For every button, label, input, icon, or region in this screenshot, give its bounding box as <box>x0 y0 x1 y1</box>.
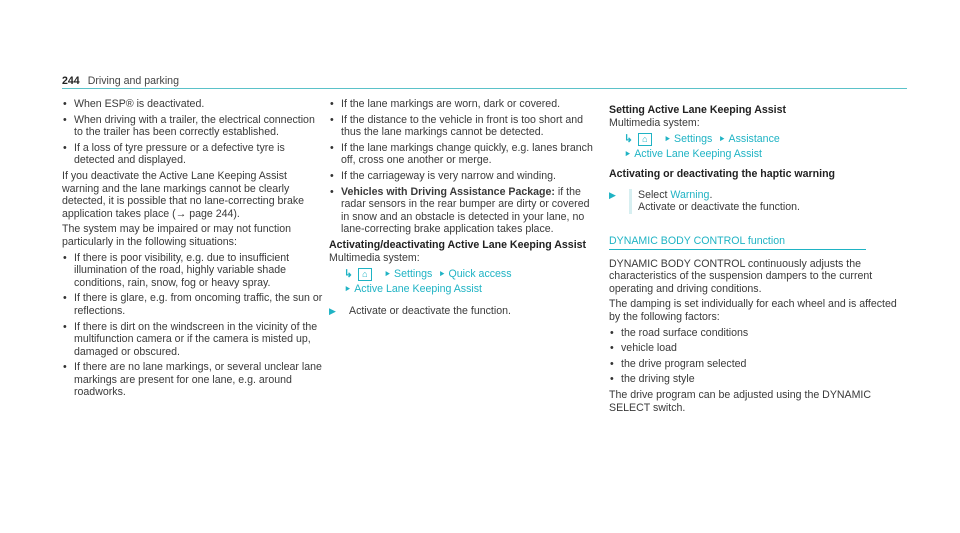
column-1 <box>62 98 324 402</box>
action-step <box>609 189 904 214</box>
multimedia-label: Multimedia system: <box>329 251 420 264</box>
path-settings: Settings <box>394 268 433 281</box>
select-line: Select Warning. <box>638 188 713 201</box>
column-3 <box>609 104 904 417</box>
list-item: • If the distance to the vehicle in front is too short and thus the lane markings cannot be detected. <box>329 114 595 139</box>
chevron-right-icon: ⯈ <box>383 269 392 280</box>
action-block <box>629 189 800 214</box>
package-label: Vehicles with Driving Assistance Package: <box>341 185 555 198</box>
path-active-lane-keeping-assist: Active Lane Keeping Assist <box>354 283 482 296</box>
chevron-right-icon: ⯈ <box>663 134 672 145</box>
bullet-list-b <box>62 252 324 400</box>
chevron-right-icon: ⯈ <box>344 284 352 295</box>
list-item: • If there are no lane markings, or several unclear lane markings are present for one lane, e.g. around roadworks. <box>62 361 324 399</box>
action-step <box>329 305 595 318</box>
path-active-lane-keeping-assist: Active Lane Keeping Assist <box>634 148 762 161</box>
package-text: if the radar sensors in the rear bumper are dirty or covered in snow and an obstacle is detected in your lane, no lane-correcting brake application takes place. <box>341 185 590 236</box>
paragraph: DYNAMIC BODY CONTROL continuously adjusts the characteristics of the suspension dampers to the current operating and driving conditions. <box>609 257 873 295</box>
path-arrow-icon: ↳ <box>624 133 633 146</box>
list-item: • the road surface conditions <box>609 327 904 340</box>
list-item: • If the carriageway is very narrow and winding. <box>329 170 595 183</box>
list-item: • If a loss of tyre pressure or a defective tyre is detected and displayed. <box>62 142 324 167</box>
path-quick-access: Quick access <box>448 268 512 281</box>
list-item: • If the lane markings change quickly, e.g. lanes branch off, cross one another or merge. <box>329 142 595 167</box>
paragraph: If you deactivate the Active Lane Keeping Assist warning and the lane markings cannot be clearly detected, it is possible that no lane-correcting brake application takes place (→ page 244). <box>62 169 305 220</box>
action-arrow-icon: ▶ <box>329 306 336 317</box>
list-item: • the driving style <box>609 373 904 386</box>
action-text: Activate or deactivate the function. <box>638 201 800 214</box>
factor-list <box>609 327 904 386</box>
home-icon: ⌂ <box>638 133 652 146</box>
list-item: • When driving with a trailer, the electrical connection to the trailer has been correctly established. <box>62 114 324 139</box>
paragraph: The drive program can be adjusted using the DYNAMIC SELECT switch. <box>609 388 872 414</box>
paragraph: The damping is set individually for each wheel and is affected by the following factors: <box>609 298 897 323</box>
paragraph: The system may be impaired or may not function particularly in the following situations: <box>62 223 292 248</box>
list-item: • vehicle load <box>609 342 904 355</box>
menu-path-line-2 <box>329 282 595 297</box>
chevron-right-icon: ⯈ <box>624 149 632 160</box>
menu-path <box>329 267 595 282</box>
list-item: • When ESP® is deactivated. <box>62 98 324 111</box>
list-item <box>329 186 595 236</box>
page-number: 244 <box>62 75 80 87</box>
section-title: Setting Active Lane Keeping Assist <box>609 104 786 116</box>
multimedia-label: Multimedia system: <box>609 116 700 129</box>
bullet-list <box>329 98 595 236</box>
column-2 <box>329 98 595 321</box>
action-arrow-icon: ▶ <box>609 189 616 200</box>
section-title: Activating/deactivating Active Lane Keeping Assist <box>329 238 587 251</box>
bullet-list-a <box>62 98 324 167</box>
list-item: • If there is poor visibility, e.g. due to insufficient illumination of the road, highly variable shade conditions, rain, snow, fog or heavy spray. <box>62 252 324 290</box>
chapter-title: Driving and parking <box>87 75 179 87</box>
chevron-right-icon: ⯈ <box>718 134 726 145</box>
menu-path <box>609 132 904 147</box>
home-icon: ⌂ <box>358 268 372 281</box>
path-arrow-icon: ↳ <box>344 268 353 281</box>
warning-option: Warning <box>670 188 710 201</box>
list-item: • If there is glare, e.g. from oncoming traffic, the sun or reflections. <box>62 292 324 317</box>
list-item: • If the lane markings are worn, dark or covered. <box>329 98 595 111</box>
subsection-title: Activating or deactivating the haptic warning <box>609 168 836 181</box>
list-item: • If there is dirt on the windscreen in the vicinity of the multifunction camera or if the camera is misted up, damaged or obscured. <box>62 321 324 359</box>
path-settings: Settings <box>674 133 713 146</box>
list-item: • the drive program selected <box>609 358 904 371</box>
chevron-right-icon: ⯈ <box>438 269 446 280</box>
path-assistance: Assistance <box>728 133 780 146</box>
action-text: Activate or deactivate the function. <box>349 305 511 318</box>
menu-path-line-2 <box>609 147 904 162</box>
dynamic-body-control-heading: DYNAMIC BODY CONTROL function <box>609 235 866 250</box>
page-header <box>62 75 179 88</box>
header-rule <box>62 88 907 89</box>
